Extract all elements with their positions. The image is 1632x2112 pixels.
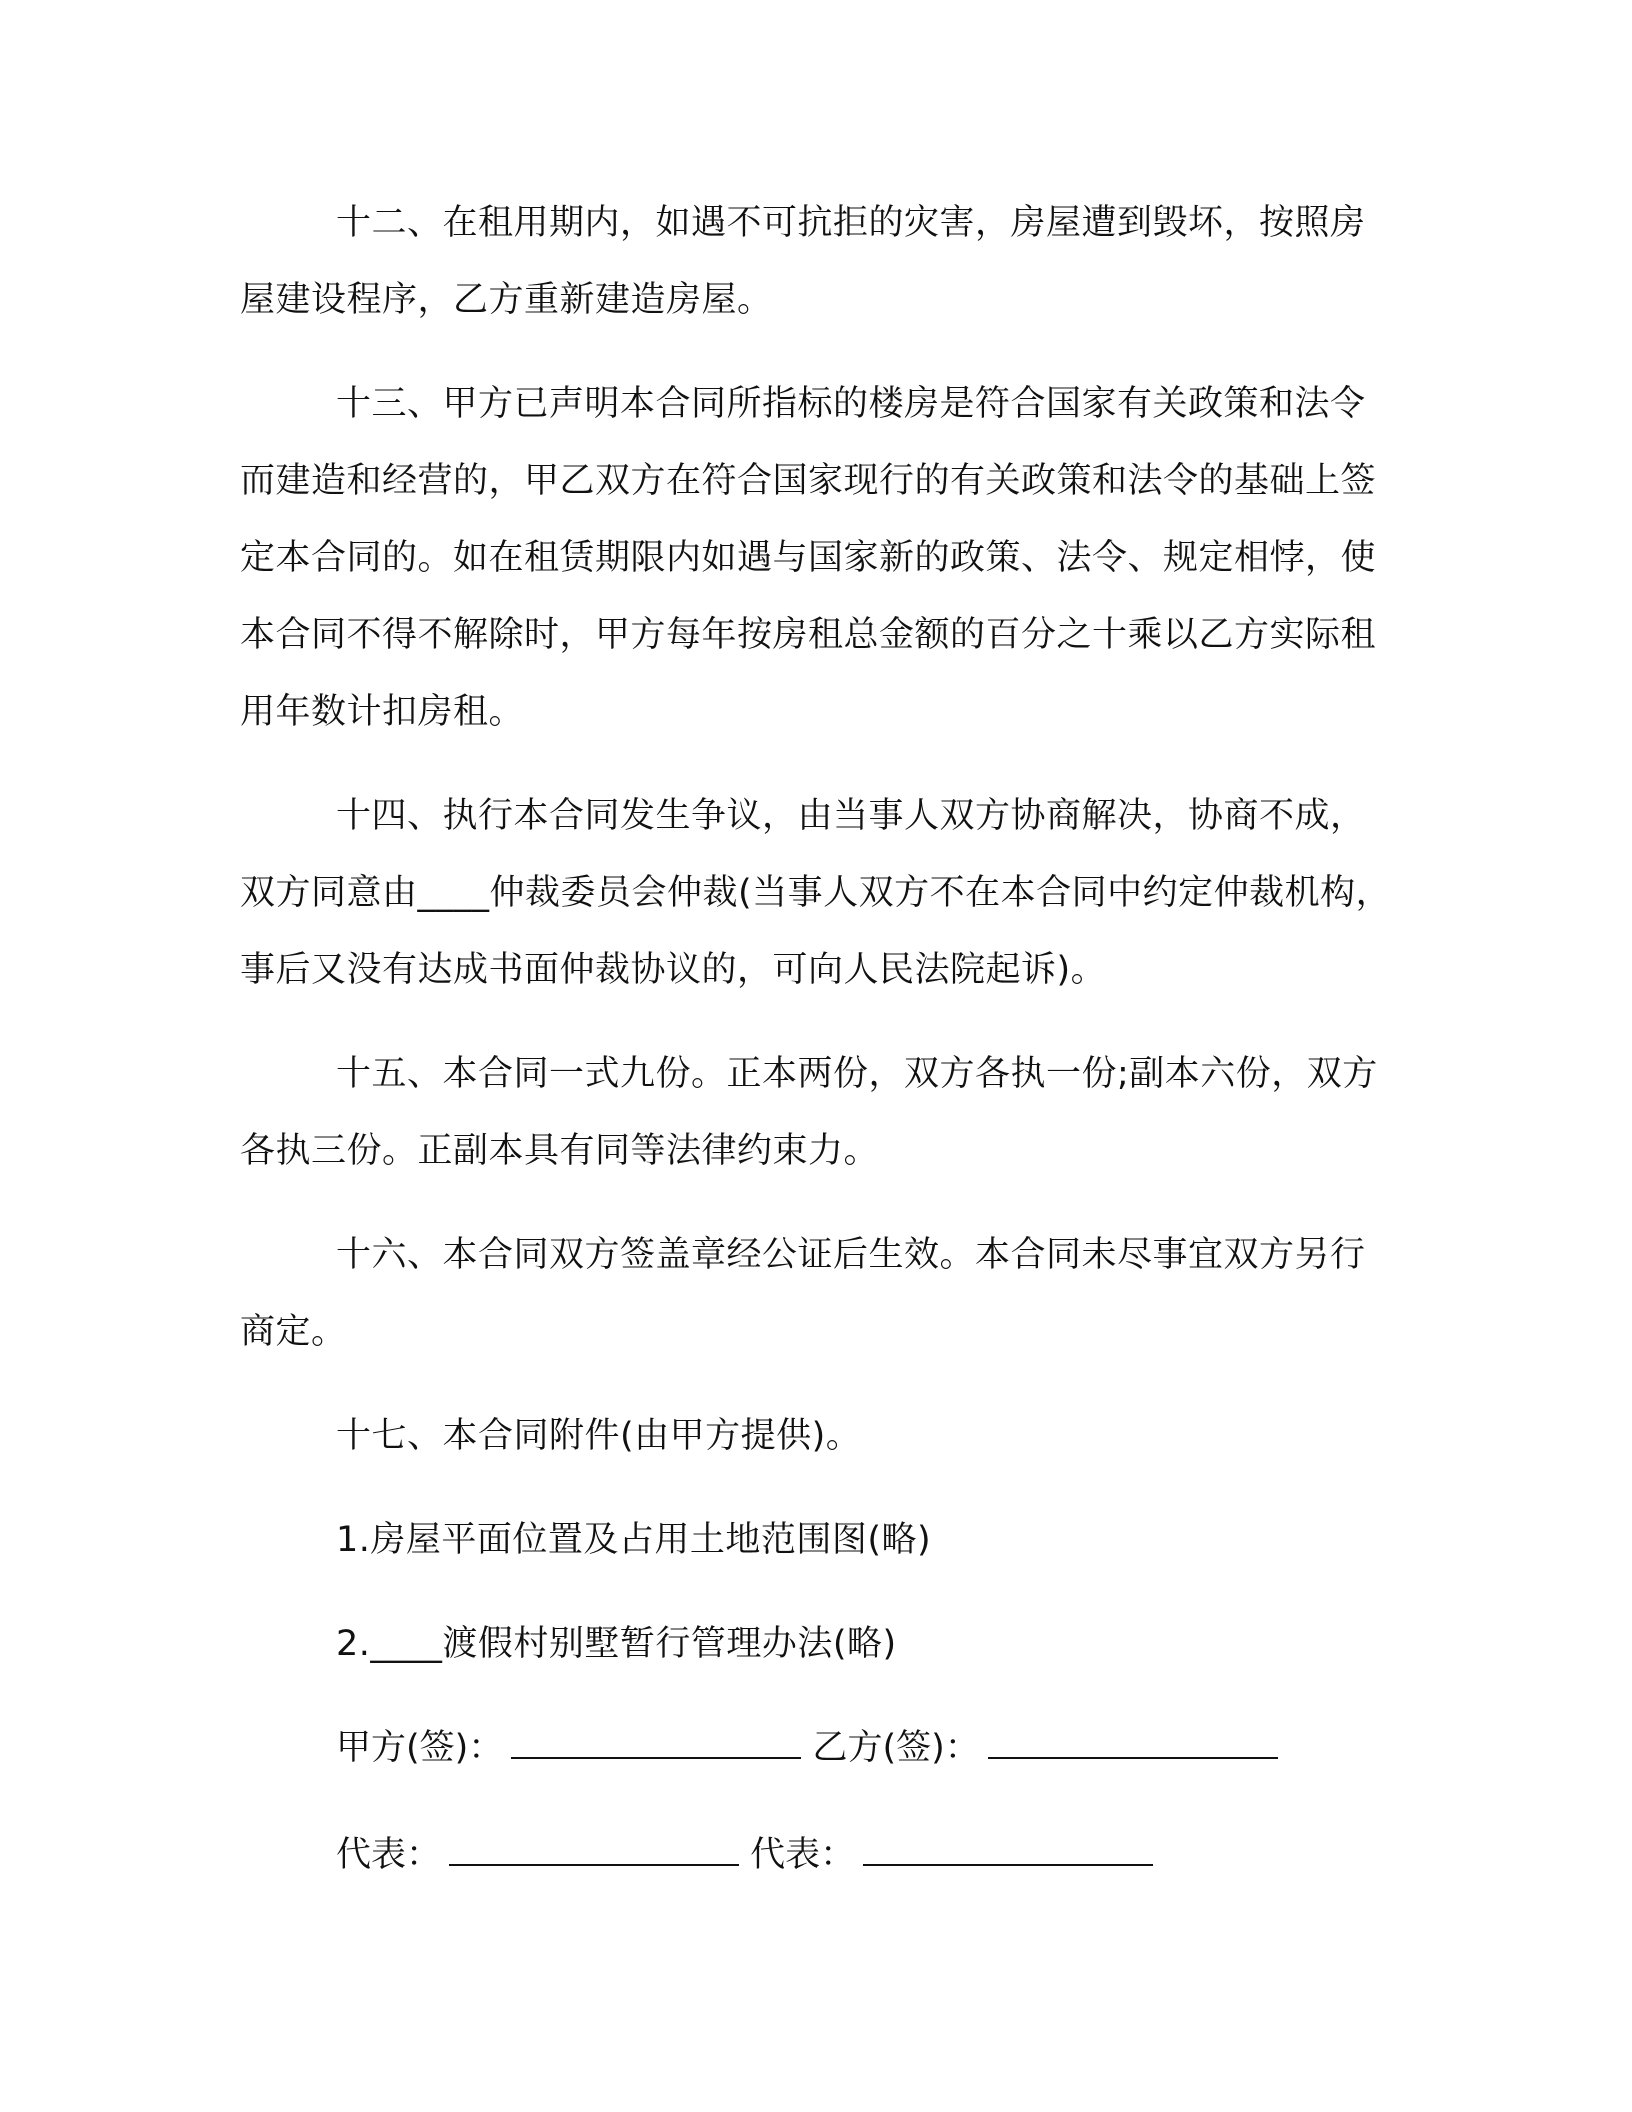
party-signature-row — [240, 1710, 1400, 1787]
rep-a-label: 代表： — [336, 1835, 442, 1875]
document-body — [240, 185, 1400, 1924]
party-a-signature-label: 甲方(签)： — [336, 1728, 504, 1768]
clause-17: 十七、本合同附件(由甲方提供)。 — [336, 1416, 862, 1456]
clause-16: 十六、本合同双方签盖章经公证后生效。本合同未尽事宜双方另行商定。 — [240, 1235, 1366, 1352]
party-b-signature-label: 乙方(签)： — [812, 1728, 980, 1768]
party-a-signature-line — [511, 1727, 801, 1759]
attachment-2: 2.____渡假村别墅暂行管理办法(略) — [336, 1624, 897, 1664]
attachment-1: 1.房屋平面位置及占用土地范围图(略) — [336, 1520, 932, 1560]
party-b-signature-line — [988, 1727, 1278, 1759]
clause-12: 十二、在租用期内，如遇不可抗拒的灾害，房屋遭到毁坏，按照房屋建设程序，乙方重新建造房屋。 — [240, 203, 1366, 320]
rep-b-signature-line — [863, 1834, 1153, 1866]
clause-15: 十五、本合同一式九份。正本两份，双方各执一份;副本六份，双方各执三份。正副本具有同等法律约束力。 — [240, 1054, 1378, 1171]
rep-a-signature-line — [449, 1834, 739, 1866]
clause-14: 十四、执行本合同发生争议，由当事人双方协商解决，协商不成，双方同意由____仲裁委员会仲裁(当事人双方不在本合同中约定仲裁机构，事后又没有达成书面仲裁协议的，可向人民法院起诉)。 — [240, 796, 1392, 990]
clause-13: 十三、甲方已声明本合同所指标的楼房是符合国家有关政策和法令而建造和经营的，甲乙双方在符合国家现行的有关政策和法令的基础上签定本合同的。如在租赁期限内如遇与国家新的政策、法令、规定相悖，使本合同不得不解除时，甲方每年按房租总金额的百分之十乘以乙方实际租用年数计扣房租。 — [240, 384, 1377, 732]
rep-b-label: 代表： — [750, 1835, 856, 1875]
representative-signature-row — [240, 1817, 1400, 1894]
